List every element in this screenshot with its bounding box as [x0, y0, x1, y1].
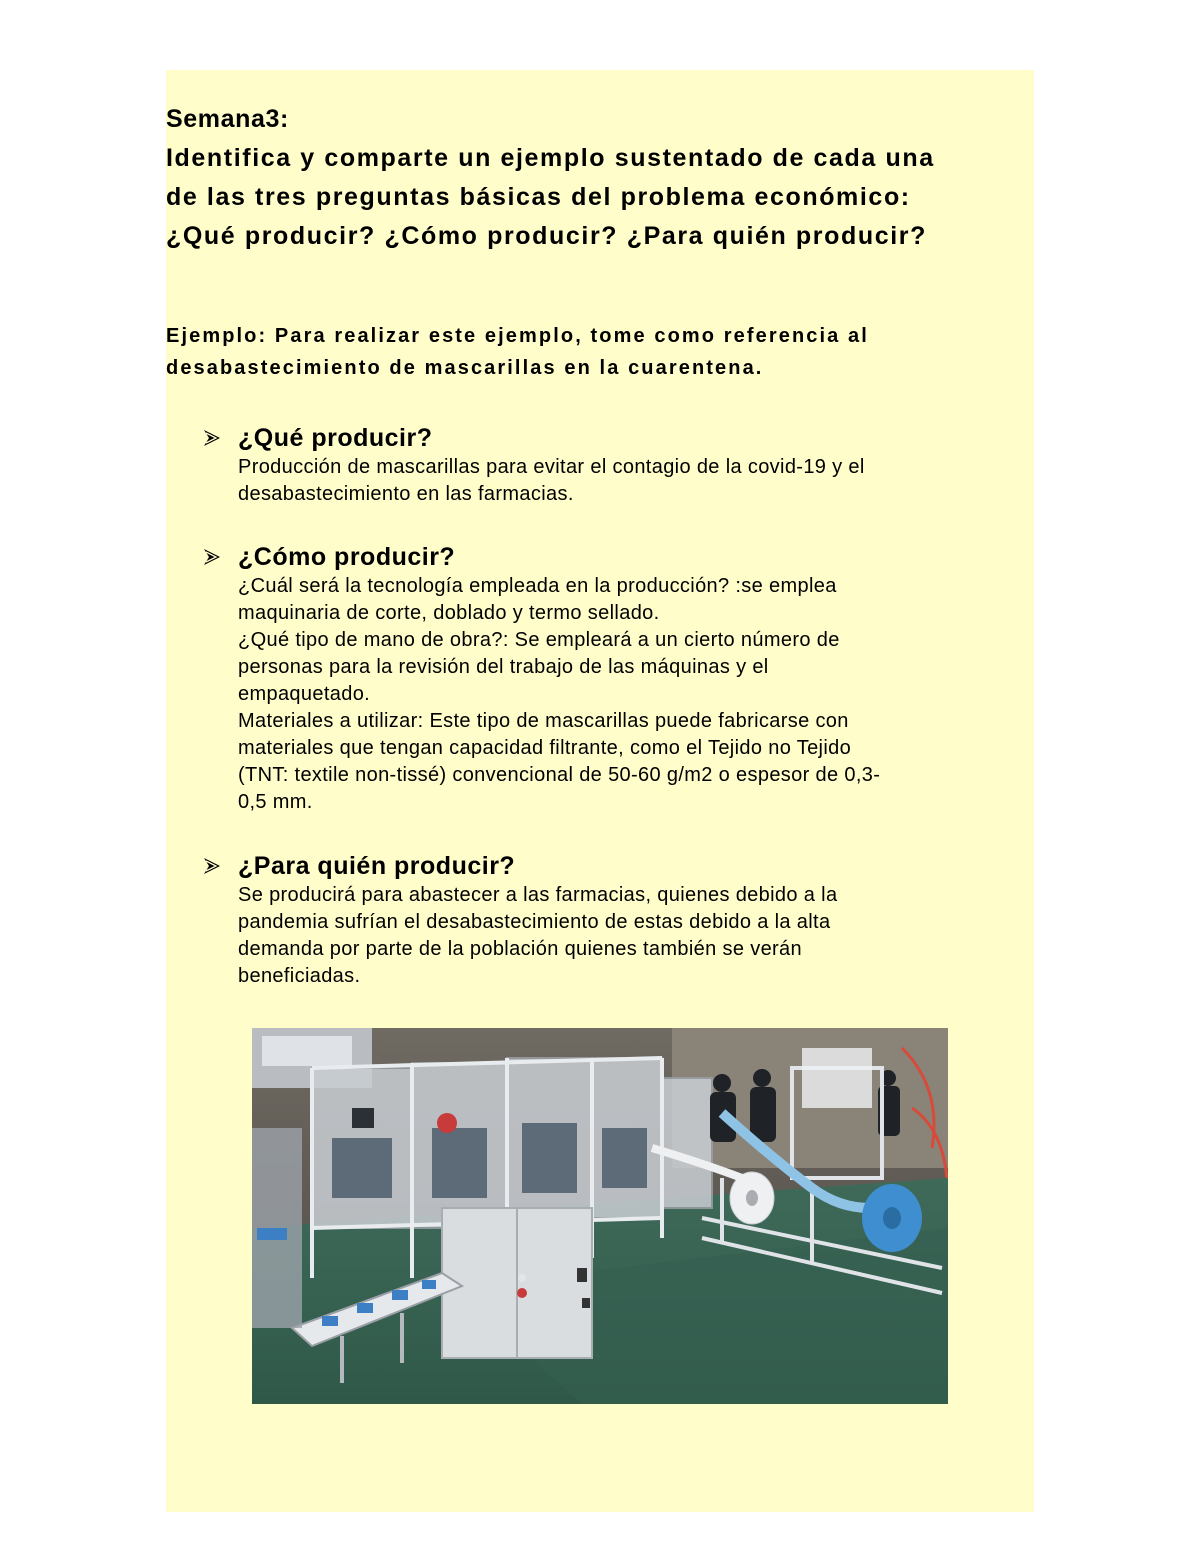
- question-label: ¿Cómo producir?: [238, 543, 456, 571]
- body-line: beneficiadas.: [238, 965, 361, 987]
- document-page: [166, 70, 1034, 1512]
- body-line: ¿Cuál será la tecnología empleada en la producción? :se emplea: [238, 575, 837, 597]
- mask-factory-photo: [252, 1028, 948, 1404]
- body-line: desabastecimiento en las farmacias.: [238, 483, 574, 505]
- intro-line: Ejemplo: Para realizar este ejemplo, tome como referencia al: [166, 325, 869, 347]
- body-line: materiales que tengan capacidad filtrante, como el Tejido no Tejido: [238, 737, 852, 759]
- question-label: ¿Para quién producir?: [238, 852, 516, 880]
- section-body: [238, 454, 1022, 508]
- question-label: ¿Qué producir?: [238, 424, 433, 452]
- section-para-quien-producir: [202, 850, 1022, 990]
- heading-line: de las tres preguntas básicas del problema económico:: [166, 183, 911, 211]
- section-body: [238, 573, 1022, 816]
- arrowhead-bullet-icon: [202, 856, 222, 876]
- factory-illustration: [252, 1028, 948, 1404]
- body-line: personas para la revisión del trabajo de las máquinas y el: [238, 656, 769, 678]
- body-line: empaquetado.: [238, 683, 371, 705]
- heading-line: ¿Qué producir? ¿Cómo producir? ¿Para quién producir?: [166, 222, 927, 250]
- example-intro: [166, 320, 1034, 384]
- body-line: 0,5 mm.: [238, 791, 313, 813]
- body-line: pandemia sufrían el desabastecimiento de estas debido a la alta: [238, 911, 831, 933]
- section-question: [202, 422, 1022, 454]
- section-question: [202, 850, 1022, 882]
- heading: [166, 100, 1034, 256]
- section-como-producir: [202, 541, 1022, 816]
- body-line: Materiales a utilizar: Este tipo de mascarillas puede fabricarse con: [238, 710, 849, 732]
- body-line: Se producirá para abastecer a las farmacias, quienes debido a la: [238, 884, 838, 906]
- intro-line: desabastecimiento de mascarillas en la cuarentena.: [166, 357, 764, 379]
- body-line: maquinaria de corte, doblado y termo sellado.: [238, 602, 660, 624]
- section-body: [238, 882, 1022, 990]
- body-line: (TNT: textile non-tissé) convencional de 50-60 g/m2 o espesor de 0,3-: [238, 764, 881, 786]
- heading-line: Identifica y comparte un ejemplo sustentado de cada una: [166, 144, 935, 172]
- body-line: Producción de mascarillas para evitar el contagio de la covid-19 y el: [238, 456, 865, 478]
- body-line: demanda por parte de la población quienes también se verán: [238, 938, 803, 960]
- body-line: ¿Qué tipo de mano de obra?: Se empleará a un cierto número de: [238, 629, 840, 651]
- section-que-producir: [202, 422, 1022, 508]
- arrowhead-bullet-icon: [202, 428, 222, 448]
- week-label: Semana3:: [166, 105, 289, 133]
- arrowhead-bullet-icon: [202, 547, 222, 567]
- section-question: [202, 541, 1022, 573]
